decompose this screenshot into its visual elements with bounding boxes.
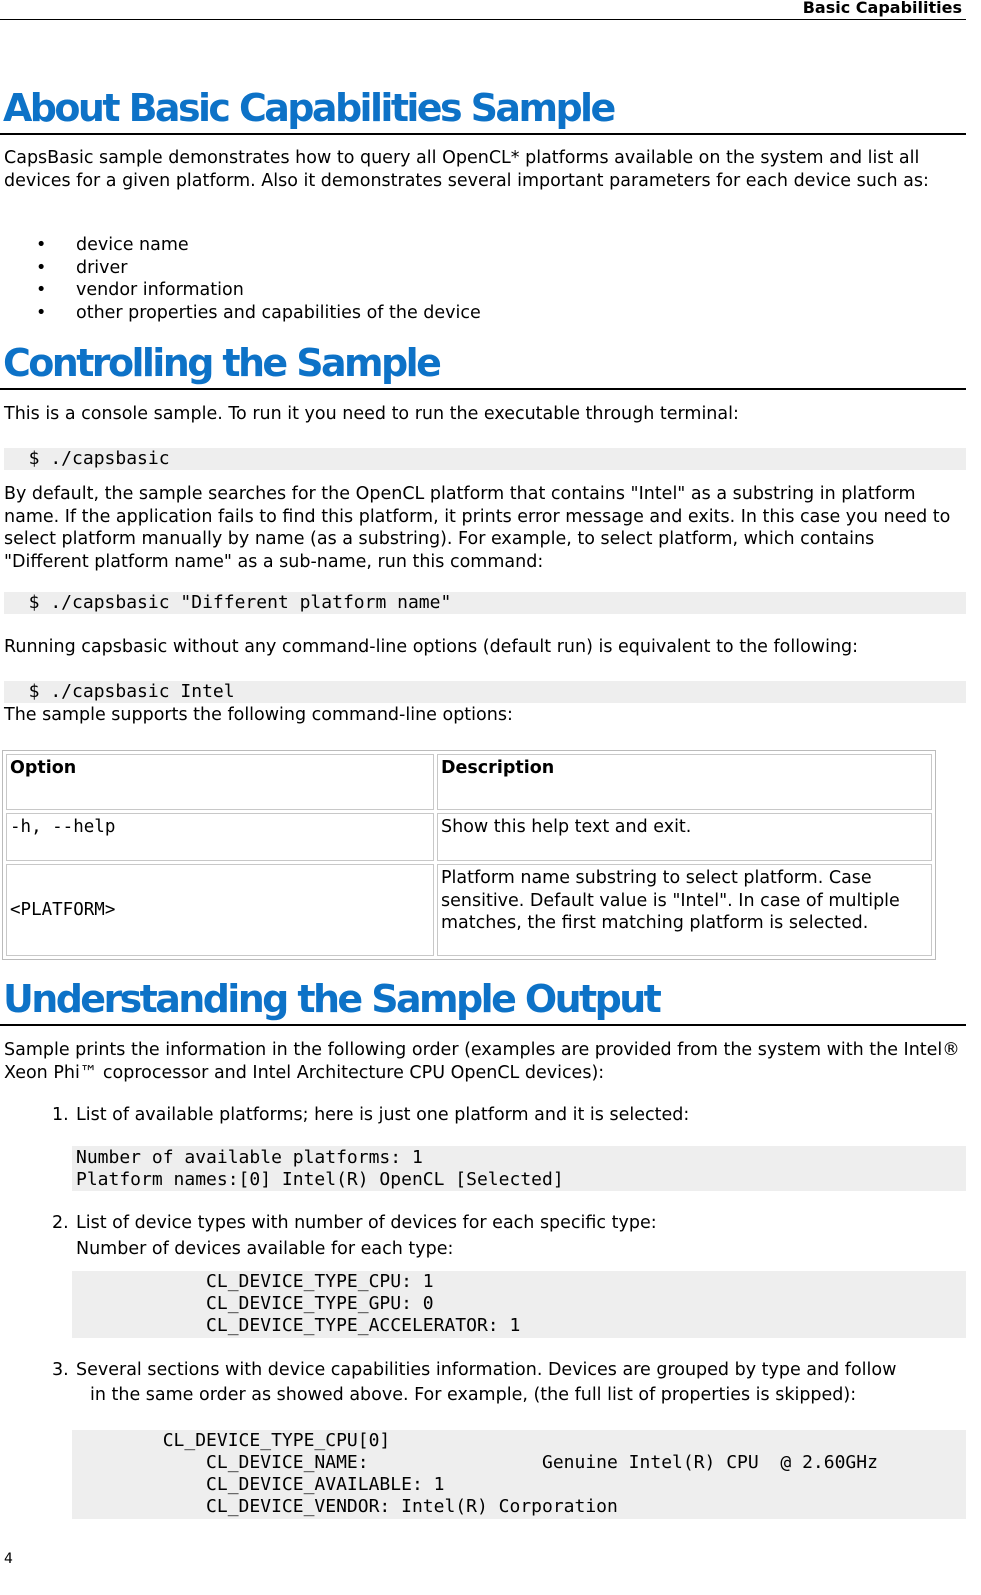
running-header-title: Basic Capabilities: [802, 0, 962, 17]
code-block-default: $ ./capsbasic Intel: [4, 681, 966, 703]
code-block-run: $ ./capsbasic: [4, 448, 966, 470]
controlling-paragraph-1: This is a console sample. To run it you need to run the executable through terminal:: [4, 404, 739, 424]
controlling-paragraph-3: Running capsbasic without any command-line options (default run) is equivalent to the following:: [4, 637, 859, 657]
about-intro: CapsBasic sample demonstrates how to query all OpenCL* platforms available on the system and list all devices for a given platform. Also it demonstrates several important parameters for each device such as:: [4, 148, 929, 191]
table-header-description: Description: [437, 754, 932, 810]
code-block-device-capabilities: CL_DEVICE_TYPE_CPU[0] CL_DEVICE_NAME: Genuine Intel(R) CPU @ 2.60GHz CL_DEVICE_AVAILABLE: 1 CL_DEVICE_VENDOR: Intel(R) Corporation: [72, 1430, 966, 1519]
output-item-2-text: List of device types with number of devices for each specific type:: [76, 1213, 657, 1233]
options-table: [2, 750, 936, 960]
output-item-3-text-continued: in the same order as showed above. For example, (the full list of properties is skipped):: [90, 1385, 857, 1405]
table-header-row: [6, 754, 932, 810]
list-item: • device name: [0, 234, 481, 257]
section-title-controlling: Controlling the Sample: [0, 338, 966, 390]
code-block-platforms: Number of available platforms: 1 Platform names:[0] Intel(R) OpenCL [Selected]: [72, 1146, 966, 1191]
section-title-output: Understanding the Sample Output: [0, 974, 966, 1026]
table-cell-description: Platform name substring to select platform. Case sensitive. Default value is "Intel". In case of multiple matches, the first matching platform is selected.: [437, 864, 932, 956]
output-item-3-text: Several sections with device capabilities information. Devices are grouped by type and follow: [76, 1360, 897, 1380]
code-block-device-types: CL_DEVICE_TYPE_CPU: 1 CL_DEVICE_TYPE_GPU: 0 CL_DEVICE_TYPE_ACCELERATOR: 1: [72, 1271, 966, 1338]
list-item: • vendor information: [0, 279, 481, 302]
controlling-paragraph-2: By default, the sample searches for the OpenCL platform that contains "Intel" as a substring in platform name. If the application fails to find this platform, it prints error message and exits. In this case you need to select platform manually by name (as a substring). For example, to select platform, which contains "Different platform name" as a sub-name, run this command:: [4, 484, 951, 572]
table-row: [6, 864, 932, 956]
section-title-about: About Basic Capabilities Sample: [0, 83, 966, 135]
list-number-1: 1.: [52, 1105, 69, 1125]
list-item: • driver: [0, 257, 481, 280]
table-cell-option: -h, --help: [6, 813, 434, 861]
output-intro: Sample prints the information in the following order (examples are provided from the system with the Intel® Xeon Phi™ coprocessor and Intel Architecture CPU OpenCL devices):: [4, 1040, 960, 1083]
running-header: [0, 0, 966, 20]
output-item-2-subtext: Number of devices available for each type:: [76, 1239, 454, 1259]
table-cell-description: Show this help text and exit.: [437, 813, 932, 861]
table-row: [6, 813, 932, 861]
code-block-platform: $ ./capsbasic "Different platform name": [4, 592, 966, 614]
capabilities-list: [0, 234, 481, 324]
controlling-paragraph-4: The sample supports the following command-line options:: [4, 705, 513, 725]
list-number-2: 2.: [52, 1213, 69, 1233]
table-cell-option: <PLATFORM>: [6, 864, 434, 956]
page-number: 4: [4, 1551, 13, 1567]
output-item-1-text: List of available platforms; here is just one platform and it is selected:: [76, 1105, 690, 1125]
list-number-3: 3.: [52, 1360, 69, 1380]
list-item: • other properties and capabilities of the device: [0, 302, 481, 325]
table-header-option: Option: [6, 754, 434, 810]
